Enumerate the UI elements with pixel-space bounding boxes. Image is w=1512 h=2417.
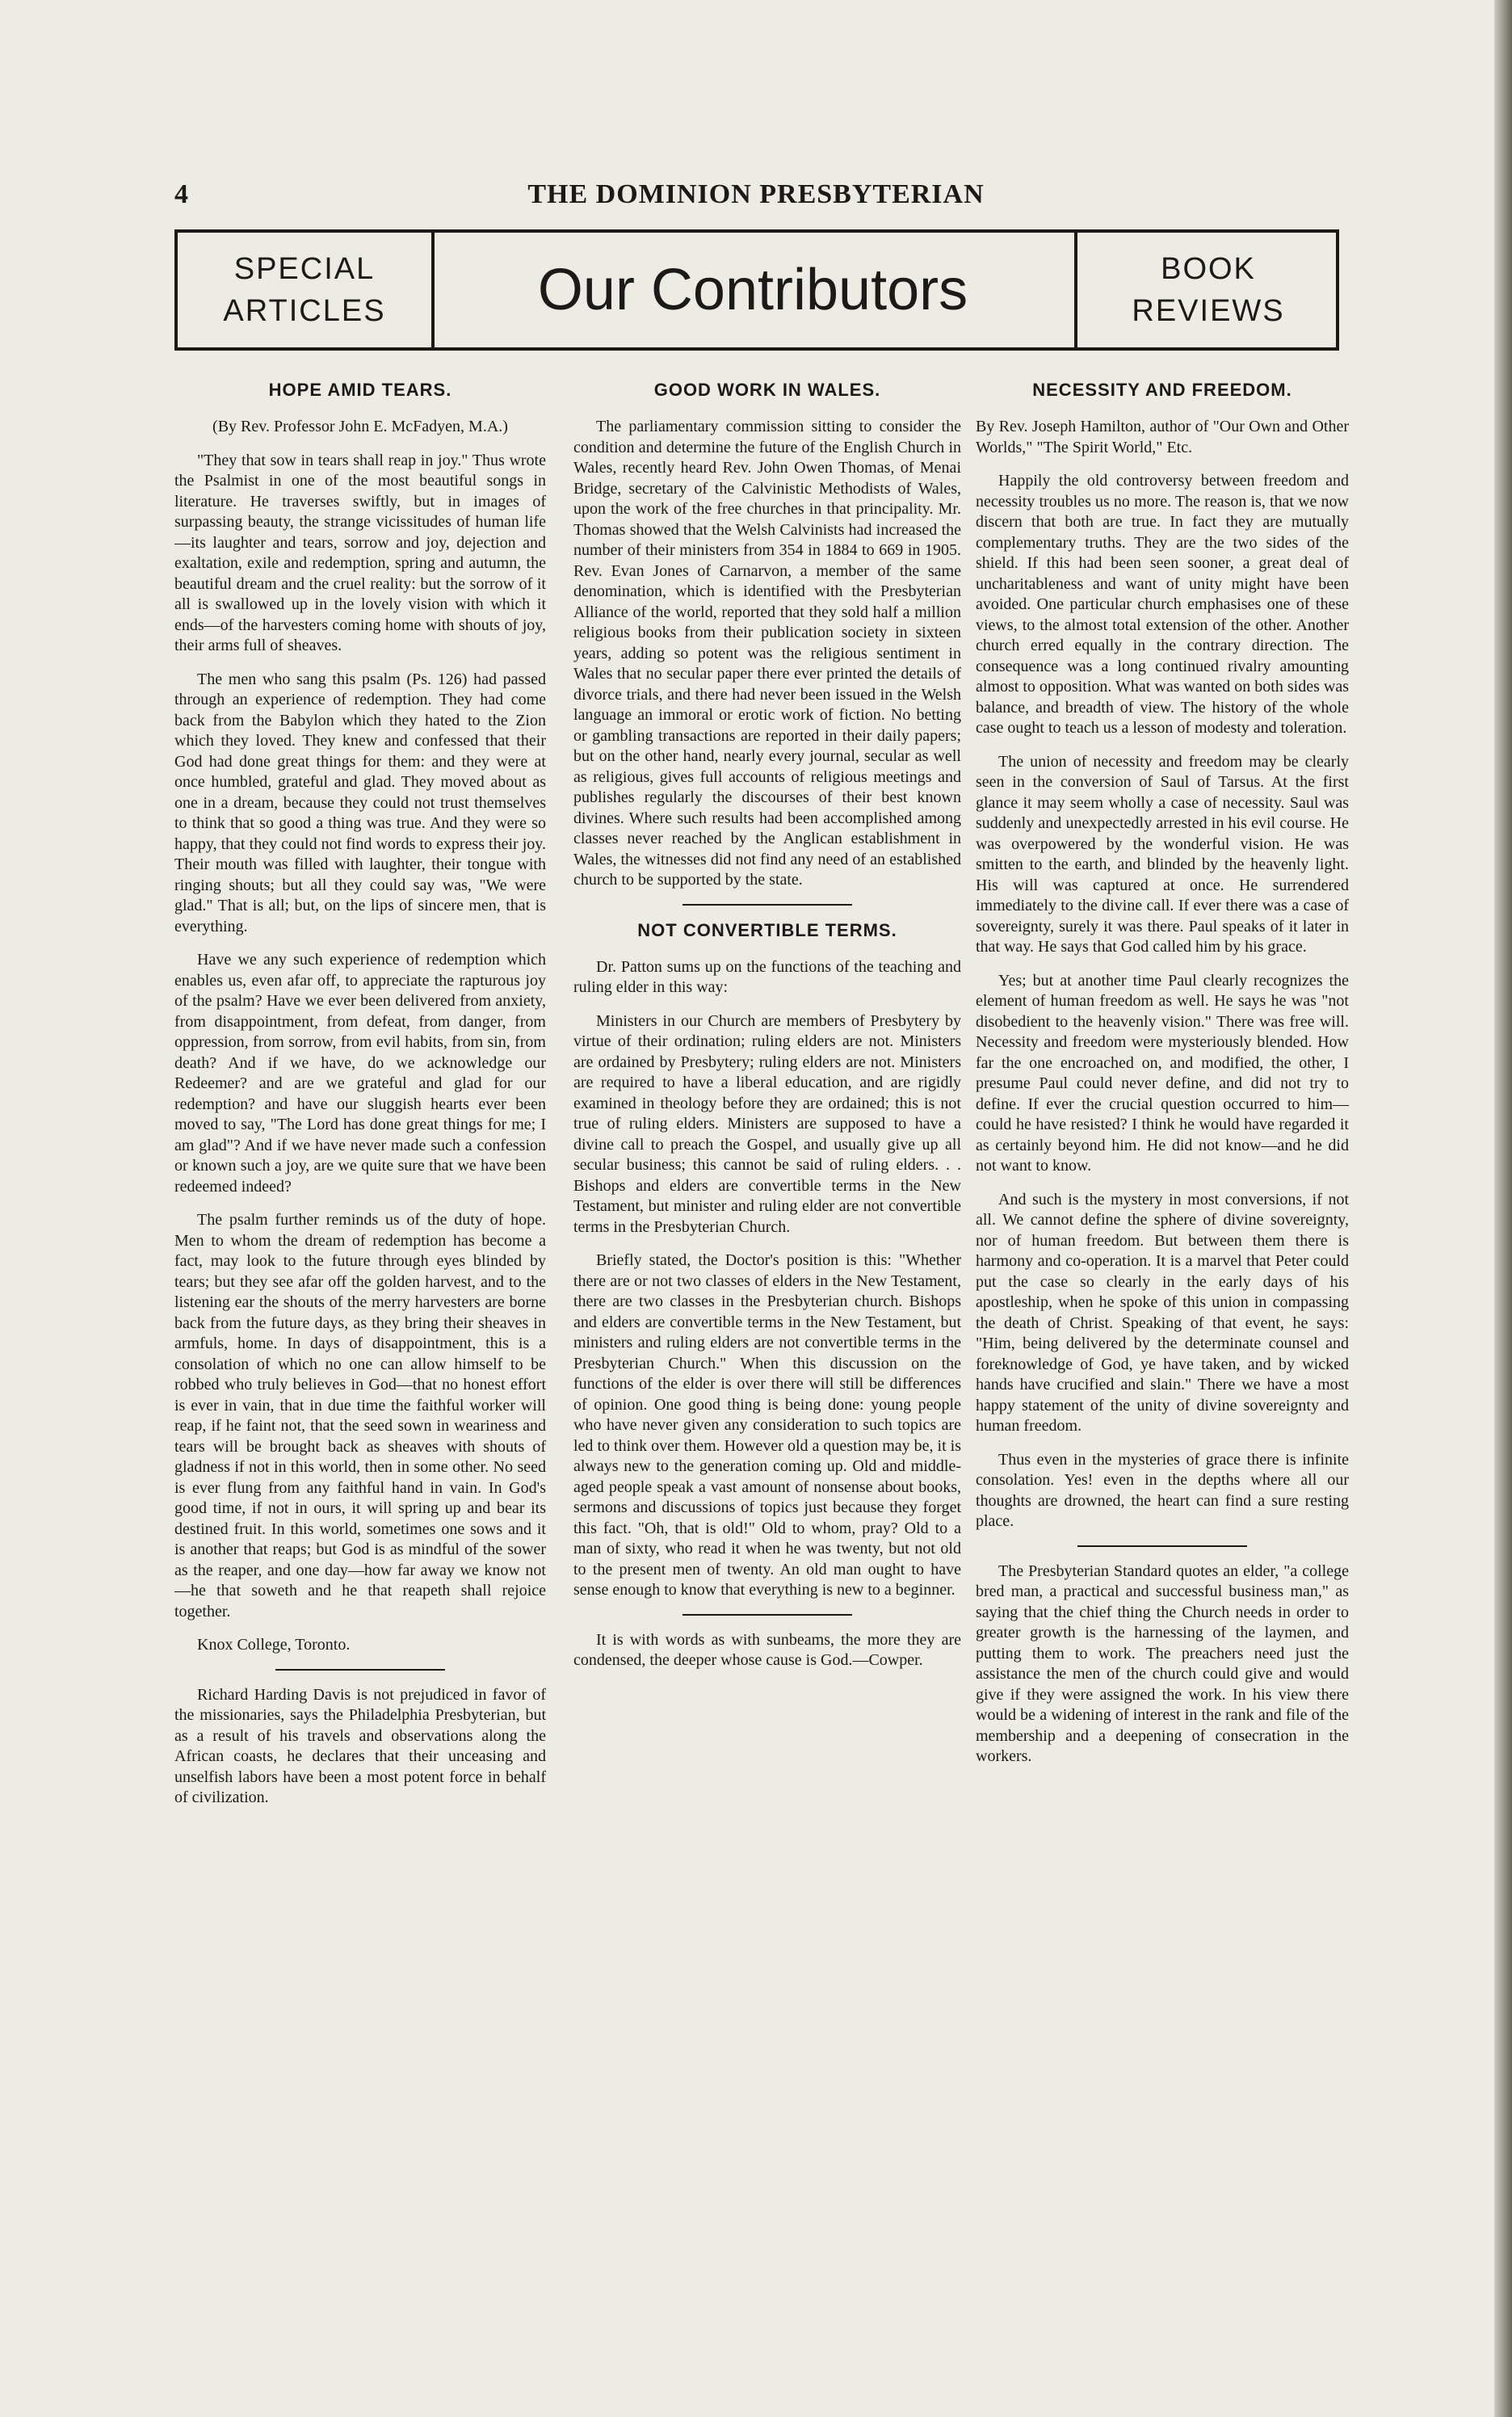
article-signoff: Knox College, Toronto.: [197, 1636, 351, 1654]
article-paragraph: Ministers in our Church are members of Presbytery by virtue of their ordination; ruling elders are not. Ministers are ordained by Presbytery; ruling elders are not. Ministers are required to have a liberal education, and are rigidly examined in theology before they are ordained; this is not true of ruling elders. Ministers are supposed to have a divine call to preach the Gospel, and usually give up all secular business; this cannot be said of ruling elders. . . Bishops and elders are convertible terms in the New Testament, but minister and ruling elder are not convertible terms in the Presbyterian Church.: [573, 1011, 961, 1236]
column-1: [174, 380, 546, 1822]
banner-right-line2: REVIEWS: [1132, 294, 1285, 328]
article-paragraph: Dr. Patton sums up on the functions of the teaching and ruling elder in this way:: [573, 957, 961, 996]
article-paragraph: Richard Harding Davis is not prejudiced in favor of the missionaries, says the Philadelphia Presbyterian, but as a result of his travels and observations along the African coasts, he declares that their unceasing and unselfish labors have been a most potent force in behalf of civilization.: [174, 1685, 546, 1806]
article-paragraph: Briefly stated, the Doctor's position is this: "Whether there are or not two classes of elders in the New Testament, there are two classes in the Presbyterian church. Bishops and elders are convertible terms in the New Testament, but ministers and ruling elders are not convertible terms in the Presbyterian Church." When this discussion on the functions of the elder is over there will still be differences of opinion. One good thing is being done: young people who have never given any consideration to such topics are led to think over them. However old a question may be, it is always new to the generation coming up. Old and middle-aged people speak a vast amount of nonsense about books, sermons and discussions of topics just because they forget this fact. "Oh, that is old!" Old to whom, pray? Old to a man of sixty, who read it when he was twenty, but not old to the present men of twenty. An old man ought to have sense enough to know that everything is new to a beginner.: [573, 1251, 961, 1599]
quote-paragraph: It is with words as with sunbeams, the more they are condensed, the deeper whose cause is God.—Cowper.: [573, 1630, 961, 1669]
column-2: [573, 380, 961, 1684]
banner-right-line1: BOOK: [1161, 252, 1256, 286]
article-paragraph: The Presbyterian Standard quotes an elder, "a college bred man, a practical and successful business man," as saying that the chief thing the Church needs in order to greater growth is the harnessing of the laymen, and putting them to work. The preachers need just the assistance the men of the church could give and would give if they were assigned the work. In his view there would be a widening of interest in the rank and file of the membership and a deepening of consecration in the workers.: [976, 1562, 1349, 1765]
article-heading-hope: HOPE AMID TEARS.: [268, 380, 452, 400]
banner-book-reviews: [1074, 233, 1339, 347]
article-paragraph: Happily the old controversy between freedom and necessity troubles us no more. The reason is, that we now discern that both are true. In fact they are mutually complementary truths. They are the two sides of the shield. If this had been seen sooner, a great deal of uncharitableness and want of unity might have been avoided. One particular church emphasises one of these views, to the almost total extension of the other. Another church erred equally in the contrary direction. The consequence was a long continued rivalry amounting almost to opposition. What was wanted on both sides was balance, and breadth of view. The history of the whole case ought to teach us a lesson of modesty and toleration.: [976, 472, 1349, 737]
article-paragraph: The psalm further reminds us of the duty of hope. Men to whom the dream of redemption has become a fact, may look to the future through eyes blinded by tears; but they see afar off the golden harvest, and to the listening ear the shouts of the merry harvesters are borne back from the future days, as they bring their sheaves in armfuls, home. In days of disappointment, this is a consolation of which no one can allow himself to be robbed who truly believes in God—that no honest effort is ever in vain, that in due time the faithful worker will reap, if he faint not, that the seed sown in weariness and tears will be brought back as sheaves with shouts of gladness if not in this world, then in some other. No seed is ever flung from any faithful hand in vain. In God's good time, if not in ours, it will spring up and bear its destined fruit. In this world, sometimes one sows and it is another that reaps; but God is as mindful of the sower as the reaper, and one day—how far away we know not—he that soweth and he that reapeth shall rejoice together.: [174, 1211, 546, 1620]
article-heading-wales: GOOD WORK IN WALES.: [653, 380, 881, 400]
divider-rule: [1077, 1545, 1247, 1547]
article-paragraph: Thus even in the mysteries of grace there is infinite consolation. Yes! even in the depths where all our thoughts are drowned, the heart can find a sure resting place.: [976, 1450, 1349, 1530]
article-paragraph: Yes; but at another time Paul clearly recognizes the element of human freedom as well. He says he was "not disobedient to the heavenly vision." There was free will. Necessity and freedom were mysteriously blended. How far the one encroached on, and modified, the other, I presume Paul could never define, and did not try to define. If ever the crucial question occurred to him—could he have resisted? I think he would have regarded it as certainly beyond him. He did not know—and he did not want to know.: [976, 971, 1349, 1175]
banner-center-title: Our Contributors: [537, 258, 968, 322]
banner-left-line1: SPECIAL: [233, 252, 376, 286]
article-paragraph: The men who sang this psalm (Ps. 126) had passed through an experience of redemption. They had come back from the Babylon which they hated to the Zion which they loved. They knew and confessed that their God had done great things for them: and they were at once humbled, grateful and glad. They moved about as one in a dream, because they could not trust themselves to think that so good a thing was true. And they were so happy, that they could not find words to express their joy. Their mouth was filled with laughter, their tongue with ringing shouts; but all they could say was, "We were glad." That is all; but, on the lips of sincere men, that is everything.: [174, 670, 546, 935]
divider-rule: [682, 1614, 852, 1616]
article-heading-terms: NOT CONVERTIBLE TERMS.: [637, 919, 897, 940]
article-paragraph: Have we any such experience of redemption which enables us, even afar off, to appreciate the rapturous joy of the psalm? Have we ever been delivered from anxiety, from disappointment, from defeat, from danger, from oppression, from sorrow, from evil habits, from sin, from death? And if we have, do we acknowledge our Redeemer? and are we grateful and glad for our redemption? and have our sluggish hearts ever been moved to say, "The Lord has done great things for me; I am glad"? And if we have never made such a confession or known such a joy, are we quite sure that we have been redeemed indeed?: [174, 951, 546, 1196]
banner-special-articles: [178, 233, 435, 347]
page-number: 4: [174, 179, 188, 209]
article-paragraph: "They that sow in tears shall reap in joy." Thus wrote the Psalmist in one of the most beautiful songs in literature. He traverses swiftly, but in images of surpassing beauty, the strange vicissitudes of human life—its laughter and tears, sorrow and joy, dejection and exaltation, exile and redemption, spring and autumn, the beautiful dream and the cruel reality: but the sorrow of it all is swallowed up in the lovely vision with which it ends—of the harvesters coming home with shouts of joy, their arms full of sheaves.: [174, 451, 546, 654]
banner-left-line2: ARTICLES: [223, 294, 386, 328]
journal-title: THE DOMINION PRESBYTERIAN: [527, 179, 985, 209]
article-byline-necessity: By Rev. Joseph Hamilton, author of "Our Own and Other Worlds," "The Spirit World," Etc.: [976, 418, 1349, 456]
column-3: [976, 380, 1349, 1780]
article-byline-hope: (By Rev. Professor John E. McFadyen, M.A.): [212, 418, 508, 435]
running-head: [174, 179, 1338, 212]
page-edge-shadow: [1494, 0, 1512, 2417]
article-heading-necessity: NECESSITY AND FREEDOM.: [1032, 380, 1292, 400]
divider-rule: [275, 1669, 445, 1671]
divider-rule: [682, 904, 852, 906]
article-paragraph: The union of necessity and freedom may be clearly seen in the conversion of Saul of Tarsus. At the first glance it may seem wholly a case of necessity. Saul was suddenly and unexpectedly arrested in his evil course. He was overpowered by the wonderful vision. He was smitten to the earth, and blinded by the heavenly light. His will was captured at once. He surrendered immediately to the divine call. If ever there was a case of sovereignty, surely it was there. Paul speaks of it later in that way. He says that God called him by his grace.: [976, 752, 1349, 956]
section-banner: [174, 229, 1339, 351]
banner-our-contributors: [435, 233, 1071, 347]
article-paragraph: And such is the mystery in most conversions, if not all. We cannot define the sphere of divine sovereignty, nor of human freedom. But between them there is harmony and co-operation. It is a marvel that Peter could put the case so clearly in the early days of his apostleship, when he spoke of this union in compassing the death of Christ. Speaking of that event, he says: "Him, being delivered by the determinate counsel and foreknowledge of God, ye have taken, and by wicked hands have crucified and slain." There we have a most happy statement of the unity of divine sovereignty and human freedom.: [976, 1190, 1349, 1435]
article-paragraph: The parliamentary commission sitting to consider the condition and determine the future of the English Church in Wales, recently heard Rev. John Owen Thomas, of Menai Bridge, secretary of the Calvinistic Methodists of Wales, upon the work of the free churches in that principality. Mr. Thomas showed that the Welsh Calvinists had increased the number of their ministers from 354 in 1884 to 669 in 1905. Rev. Evan Jones of Carnarvon, a member of the same denomination, which is identified with the Presbyterian Alliance of the world, reported that they sold half a million religious books from their publication society in sixteen years, adding so potent was the religious sentiment in Wales that no secular paper there ever printed the details of divorce trials, and there had never been issued in the Welsh language an immoral or erotic work of fiction. No betting or gambling transactions are reported in their daily papers; but on the other hand, nearly every journal, secular as well as religious, gives full accounts of religious meetings and publishes regularly the discourses of their best known divines. Where such results had been accomplished among classes never reached by the Anglican establishment in Wales, the witnesses did not find any need of an established church to be supported by the state.: [573, 418, 961, 889]
